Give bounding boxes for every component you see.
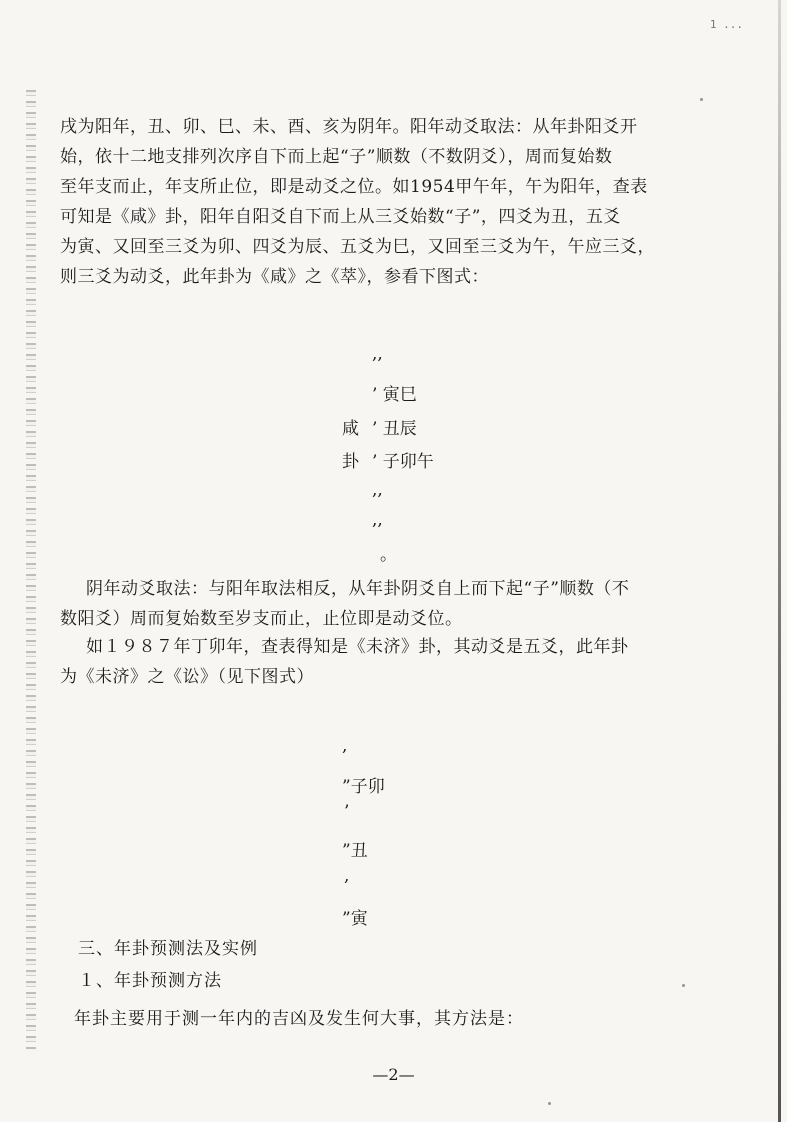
diagram-label-top: 咸 xyxy=(342,419,359,439)
text-line: 如１９８７年丁卯年，查表得知是《未济》卦，其动爻是五爻，此年卦 xyxy=(86,637,629,657)
text-line: 为《未济》之《讼》（见下图式） xyxy=(60,667,314,687)
diagram-line: , xyxy=(342,736,348,756)
text-line: 戌为阳年，丑、卯、巳、未、酉、亥为阴年。阳年动爻取法：从年卦阳爻开 xyxy=(60,117,638,137)
section-title: 三、年卦预测法及实例 xyxy=(78,939,258,959)
text-line: 可知是《咸》卦，阳年自阳爻自下而上从三爻始数“子”，四爻为丑，五爻 xyxy=(60,207,621,227)
diagram-line: ’ 子卯午 xyxy=(372,452,434,472)
corner-mark: 1 ... xyxy=(709,18,743,31)
scan-speck xyxy=(700,98,703,101)
paragraph-yin-year xyxy=(60,576,720,636)
diagram-label-bottom: 卦 xyxy=(342,452,359,472)
text-line: 则三爻为动爻，此年卦为《咸》之《萃》，参看下图式： xyxy=(60,267,489,287)
paragraph-example-1987 xyxy=(60,634,720,694)
diagram-line: ”丑 xyxy=(342,841,368,861)
text-line: 至年支而止，年支所止位，即是动爻之位。如1954甲午年，午为阳年，查表 xyxy=(60,177,648,197)
subsection-title: １、年卦预测方法 xyxy=(78,971,222,991)
scan-speck xyxy=(548,1102,551,1105)
text-line: 数阳爻）周而复始数至岁支而止，止位即是动爻位。 xyxy=(60,609,463,629)
diagram-line: ”寅 xyxy=(342,909,368,929)
diagram-line: ”子卯 xyxy=(342,777,385,797)
scan-speck xyxy=(682,984,685,987)
diagram-line: ,, xyxy=(372,510,383,530)
diagram-line: ,, xyxy=(372,344,383,364)
text-line: 始，依十二地支排列次序自下而上起“子”顺数（不数阴爻），周而复始数 xyxy=(60,147,613,167)
page-number: —2— xyxy=(372,1065,415,1084)
diagram-line: ’ 丑辰 xyxy=(372,419,417,439)
section-text: 年卦主要用于测一年内的吉凶及发生何大事，其方法是： xyxy=(74,1009,524,1029)
diagram-dot: 。 xyxy=(380,545,397,565)
scan-binding-edge xyxy=(26,90,36,1050)
paragraph-yang-year xyxy=(60,114,720,294)
diagram-line: ’ 寅巳 xyxy=(372,385,417,405)
scan-right-edge xyxy=(778,0,781,1122)
text-line: 为寅、又回至三爻为卯、四爻为辰、五爻为巳，又回至三爻为午，午应三爻， xyxy=(60,237,655,257)
diagram-line: ’ xyxy=(344,802,350,822)
diagram-line: ,, xyxy=(372,480,383,500)
diagram-line: , xyxy=(344,866,350,886)
text-line: 阴年动爻取法：与阳年取法相反，从年卦阴爻自上而下起“子”顺数（不 xyxy=(86,579,630,599)
